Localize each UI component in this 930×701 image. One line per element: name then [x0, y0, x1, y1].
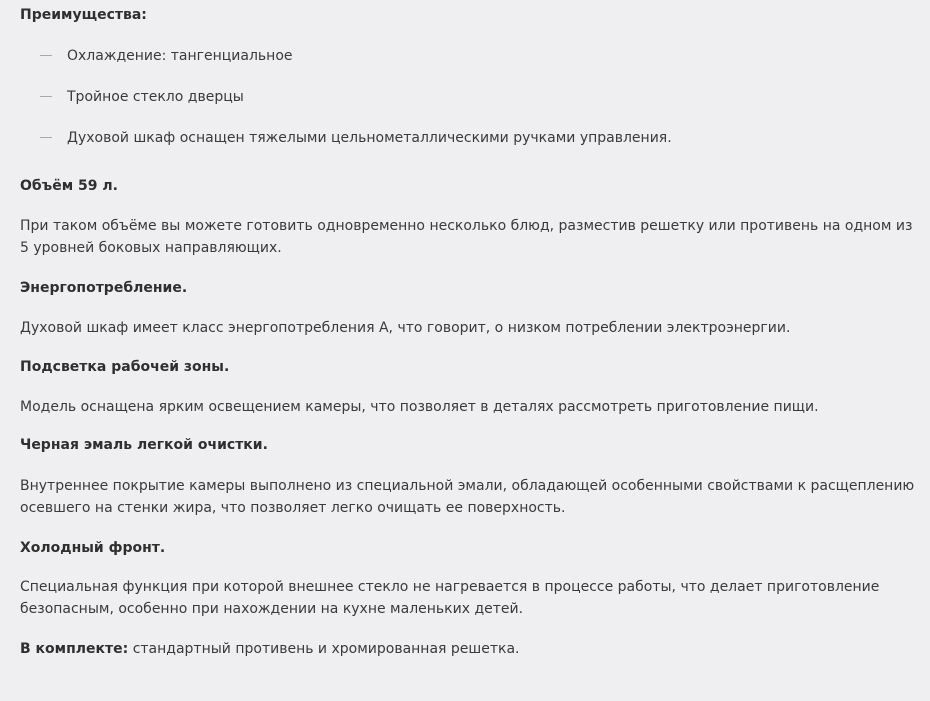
- volume-heading: Объём 59 л.: [20, 178, 118, 194]
- dash-bullet-icon: [40, 96, 52, 97]
- list-item-text: Охлаждение: тангенциальное: [67, 48, 293, 64]
- energy-heading: Энергопотребление.: [20, 280, 188, 296]
- energy-text: Духовой шкаф имеет класс энергопотребления А, что говорит, о низком потреблении электроэнергии.: [20, 320, 791, 336]
- enamel-text: Внутреннее покрытие камеры выполнено из специальной эмали, обладающей особенными свойствами к расщеплению осевшего на стенки жира, что позволяет легко очищать ее поверхность.: [20, 478, 915, 516]
- cold-front-heading: Холодный фронт.: [20, 540, 166, 556]
- lighting-heading: Подсветка рабочей зоны.: [20, 359, 230, 375]
- lighting-text: Модель оснащена ярким освещением камеры, что позволяет в деталях рассмотреть приготовление пищи.: [20, 399, 819, 415]
- package-line: [20, 638, 924, 660]
- dash-bullet-icon: [40, 55, 52, 56]
- list-item: [40, 48, 293, 64]
- list-item-text: Тройное стекло дверцы: [67, 89, 244, 105]
- enamel-heading: Черная эмаль легкой очистки.: [20, 437, 268, 453]
- cold-front-text: Специальная функция при которой внешнее стекло не нагревается в процессе работы, что делает приготовление безопасным, особенно при нахождении на кухне маленьких детей.: [20, 579, 880, 617]
- dash-bullet-icon: [40, 137, 52, 138]
- list-item-text: Духовой шкаф оснащен тяжелыми цельнометаллическими ручками управления.: [67, 130, 672, 146]
- list-item: [40, 89, 244, 105]
- advantages-heading: Преимущества:: [20, 7, 147, 23]
- package-label: В комплекте:: [20, 641, 129, 657]
- package-text: стандартный противень и хромированная решетка.: [128, 641, 520, 657]
- list-item: [40, 130, 672, 146]
- volume-text: При таком объёме вы можете готовить одновременно несколько блюд, разместив решетку или противень на одном из 5 уровней боковых направляющих.: [20, 218, 913, 256]
